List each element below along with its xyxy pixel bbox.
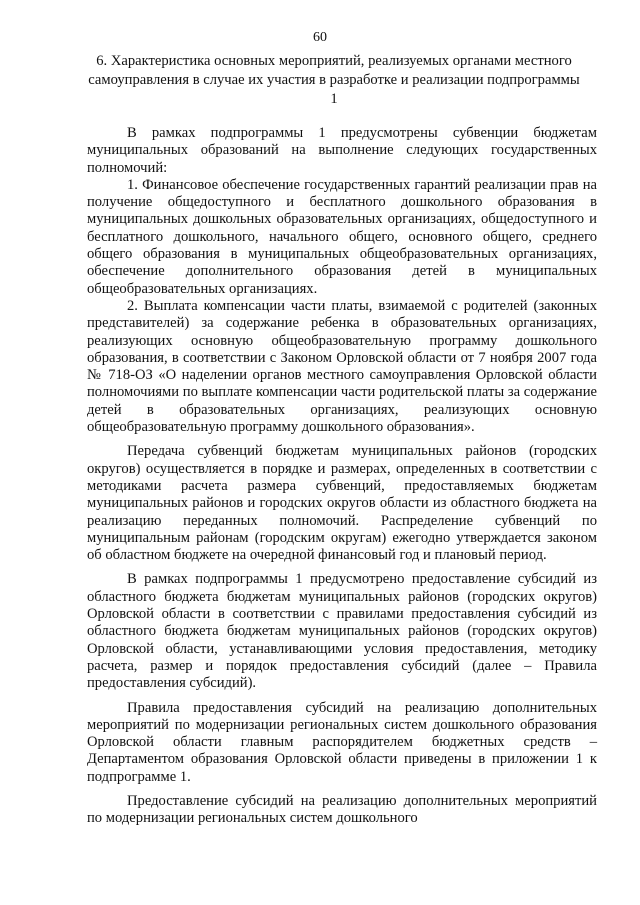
page-number: 60 bbox=[313, 30, 327, 45]
section-heading: 6. Характеристика основных мероприятий, реализуемых органами местного самоуправления в случае их участия в разработке и реализации подпрограммы 1 bbox=[88, 53, 580, 107]
paragraph-item-2: 2. Выплата компенсации части платы, взимаемой с родителей (законных представителей) за содержание ребенка в образовательных организациях, реализующих основную общеобразовательную программу дошкольного образования, в соответствии с Законом Орловской области от 7 ноября 2007 года № 718-ОЗ «О наделении органов местного самоуправления Орловской области полномочиями по выплате компенсации части родительской платы за содержание детей в образовательных организациях, реализующих основную общеобразовательную программу дошкольного образования». bbox=[87, 297, 597, 436]
paragraph-intro: В рамках подпрограммы 1 предусмотрены субвенции бюджетам муниципальных образований на выполнение следующих государственных полномочий: bbox=[87, 125, 597, 176]
paragraph-subsidy-provision: Предоставление субсидий на реализацию дополнительных мероприятий по модернизации региональных систем дошкольного bbox=[87, 792, 597, 827]
paragraph-subvention-transfer: Передача субвенций бюджетам муниципальных районов (городских округов) осуществляется в порядке и размерах, определенных в соответствии с методиками расчета размера субвенций, предоставляемых бюджетам муниципальных районов и городских округов области из областного бюджета на реализацию переданных полномочий. Распределение субвенций по муниципальным районам (городским округам) ежегодно утверждается законом об областном бюджете на очередной финансовый год и плановый период. bbox=[87, 443, 597, 564]
paragraph-item-1: 1. Финансовое обеспечение государственных гарантий реализации прав на получение общедоступного и бесплатного дошкольного образования в муниципальных дошкольных образовательных организациях, общедоступного и бесплатного дошкольного, начального общего, основного общего, среднего общего образования в муниципальных общеобразовательных организациях, обеспечение дополнительного образования детей в муниципальных общеобразовательных организациях. bbox=[87, 176, 597, 297]
paragraph-subsidies: В рамках подпрограммы 1 предусмотрено предоставление субсидий из областного бюджета бюджетам муниципальных районов (городских округов) Орловской области в соответствии с правилами предоставления субсидий из областного бюджета бюджетам муниципальных районов (городских округов) Орловской области, устанавливающими условия предоставления, методику расчета, размер и порядок предоставления субсидий (далее – Правила предоставления субсидий). bbox=[87, 571, 597, 692]
body-text bbox=[87, 125, 597, 835]
paragraph-subsidy-rules: Правила предоставления субсидий на реализацию дополнительных мероприятий по модернизации региональных систем дошкольного образования Орловской области главным распорядителем бюджетных средств – Департаментом образования Орловской области приведены в приложении 1 к подпрограмме 1. bbox=[87, 699, 597, 785]
